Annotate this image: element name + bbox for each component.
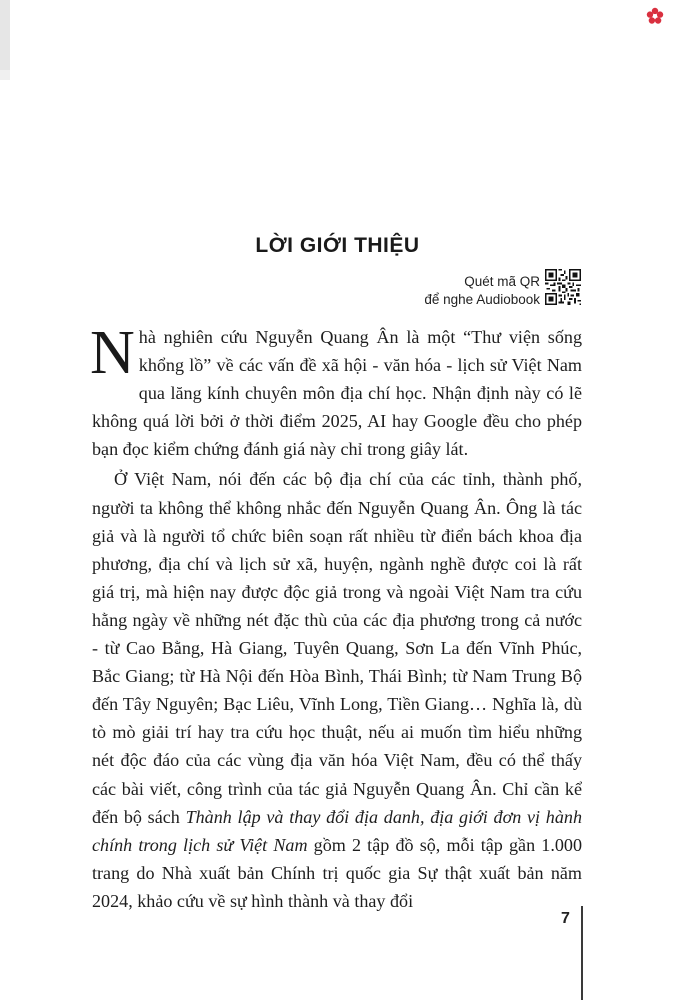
paragraph-1-text: hà nghiên cứu Nguyễn Quang Ân là một “Thư viện sống khổng lồ” về các vấn đề xã hội - văn hóa - lịch sử Việt Nam qua lăng kính chuyên môn địa chí học. Nhận định này có lẽ không quá lời bởi ở thời điểm 2025, AI hay Google đều cho phép bạn đọc kiểm chứng đánh giá này chỉ trong giây lát. — [92, 327, 582, 460]
page-edge-mark — [0, 0, 10, 70]
qr-code[interactable] — [545, 269, 581, 305]
body-text — [90, 319, 582, 915]
qr-caption — [424, 273, 540, 309]
qr-caption-line1: Quét mã QR — [464, 274, 540, 289]
margin-rule — [581, 906, 583, 1000]
book-title: Thành lập và thay đổi địa danh, địa giới đơn vị hành chính trong lịch sử Việt Nam — [92, 806, 582, 855]
flower-icon — [645, 6, 665, 26]
paragraph-2 — [92, 465, 582, 915]
page-title: LỜI GIỚI THIỆU — [255, 234, 420, 257]
drop-cap: N — [90, 319, 135, 387]
paragraph-2-part2: gồm 2 tập đồ sộ, mỗi tập gần 1.000 trang do Nhà xuất bản Chính trị quốc gia Sự thật xuất bản năm 2024, khảo cứu về sự hình thành và thay đổi — [92, 834, 582, 911]
page-edge-mark-small — [0, 70, 10, 80]
paragraph-1 — [90, 319, 582, 463]
page-number: 7 — [561, 910, 570, 927]
qr-caption-line2: để nghe Audiobook — [424, 292, 540, 307]
paragraph-2-part1: Ở Việt Nam, nói đến các bộ địa chí của các tỉnh, thành phố, người ta không thể không nhắc đến Nguyễn Quang Ân. Ông là tác giả và là người tổ chức biên soạn rất nhiều từ điển bách khoa địa phương, địa chí và lịch sử xã, huyện, ngành nghề được coi là rất giá trị, mà hiện nay được độc giả trong và ngoài Việt Nam tra cứu hằng ngày về những nét đặc thù của các địa phương trong cả nước - từ Cao Bằng, Hà Giang, Tuyên Quang, Sơn La đến Vĩnh Phúc, Bắc Giang; từ Hà Nội đến Hòa Bình, Thái Bình; từ Nam Trung Bộ đến Tây Nguyên; Bạc Liêu, Vĩnh Long, Tiền Giang… Nghĩa là, dù tò mò giải trí hay tra cứu học thuật, nếu ai muốn tìm hiểu những nét độc đáo của các vùng địa văn hóa Việt Nam, đều có thể thấy các bài viết, công trình của tác giả Nguyễn Quang Ân. Chỉ cần kể đến bộ sách — [92, 469, 582, 827]
